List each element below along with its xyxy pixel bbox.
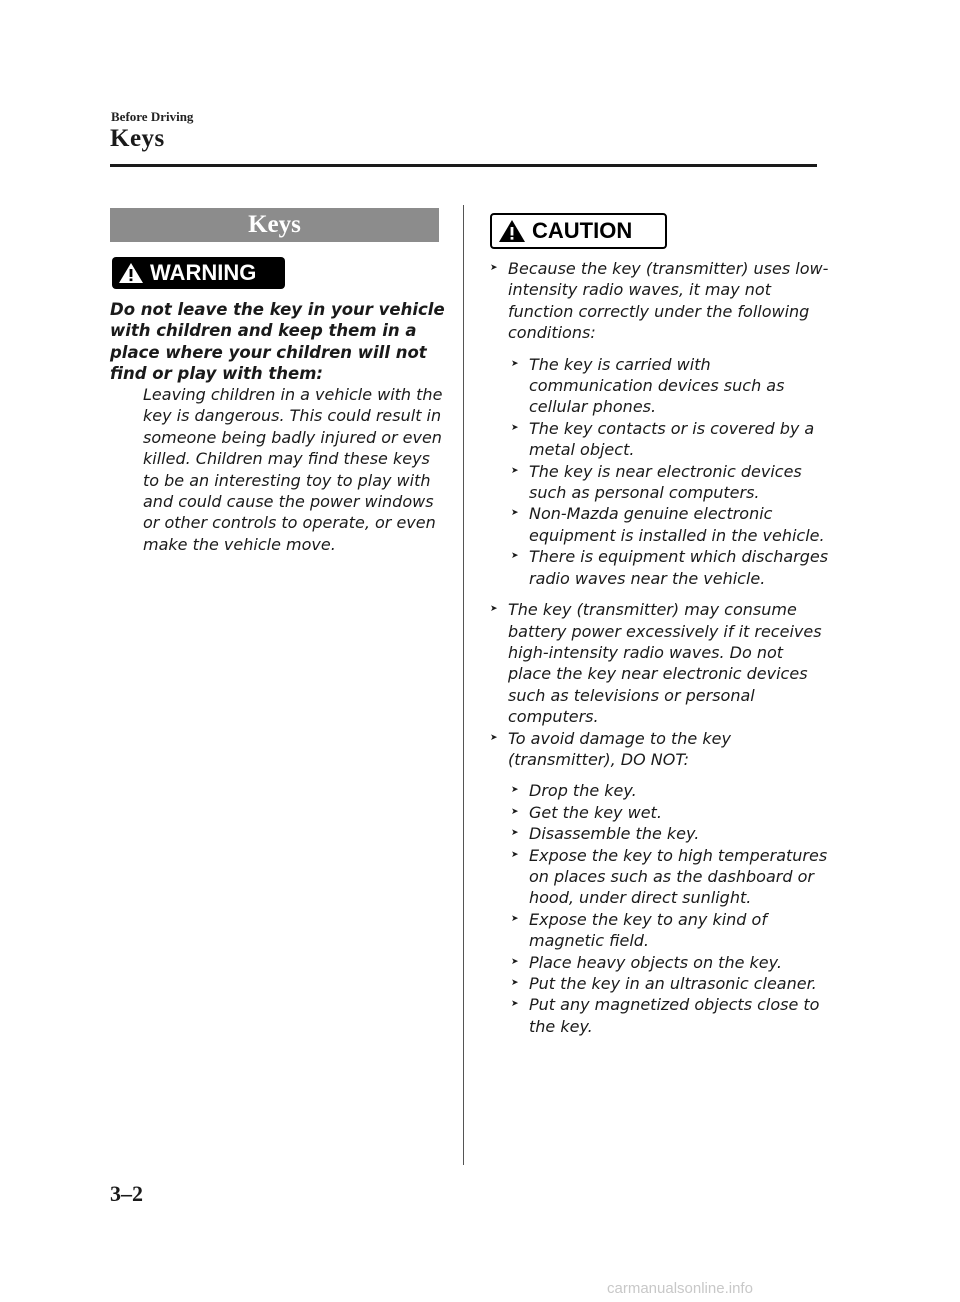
chevron-right-icon: ➤ [511,999,519,1010]
page-number: 3–2 [110,1181,143,1206]
header-rule [110,164,817,167]
caution-sub-item [511,354,830,418]
caution-item [490,728,830,1038]
chevron-right-icon: ➤ [511,422,519,433]
warning-body: Leaving children in a vehicle with the key is dangerous. This could result in someone being badly injured or even killed. Children may find these keys to be an interesting toy to play with and could cause the power windows or other controls to operate, or even make the vehicle move. [143,385,443,554]
caution-sub-item [511,845,830,909]
chapter-title: Keys [110,125,165,152]
warning-badge [112,257,285,289]
caution-sub-item [511,503,830,546]
caution-sub-item [511,461,830,504]
caution-sub-item-text: The key contacts or is covered by a metal object. [529,418,815,460]
caution-sub-item [511,418,830,461]
caution-item-text: The key (transmitter) may consume battery power excessively if it receives high-intensity radio waves. Do not place the key near electronic devices such as televisions or personal computers. [508,600,822,727]
caution-badge [490,213,667,249]
caution-sub-item [511,802,830,823]
caution-sub-item-text: Expose the key to any kind of magnetic field. [529,909,767,951]
chevron-right-icon: ➤ [511,828,519,839]
caution-sub-item [511,973,830,994]
chevron-right-icon: ➤ [490,604,498,615]
caution-sub-item [511,780,830,801]
caution-sub-list [508,354,830,589]
warning-heading: Do not leave the key in your vehicle with children and keep them in a place where your children will not find or play with them: [110,300,445,384]
caution-item-text: Because the key (transmitter) uses low-intensity radio waves, it may not function correctly under the following conditions: [508,259,829,343]
caution-item [490,599,830,727]
caution-sub-item-text: The key is near electronic devices such as personal computers. [529,461,802,503]
caution-items [490,258,830,1037]
chevron-right-icon: ➤ [511,849,519,860]
caution-item-text: To avoid damage to the key (transmitter), DO NOT: [508,728,731,769]
caution-sub-item [511,909,830,952]
column-divider [463,205,464,1165]
chevron-right-icon: ➤ [511,465,519,476]
caution-sub-item [511,952,830,973]
chevron-right-icon: ➤ [490,732,498,743]
caution-sub-item [511,546,830,589]
chevron-right-icon: ➤ [511,508,519,519]
caution-list [490,258,830,1047]
chevron-right-icon: ➤ [511,978,519,988]
caution-sub-item-text: Put the key in an ultrasonic cleaner. [529,974,817,993]
caution-sub-item-text: There is equipment which discharges radio waves near the vehicle. [529,547,829,588]
chevron-right-icon: ➤ [511,806,519,817]
caution-sub-item-text: Place heavy objects on the key. [529,952,782,972]
chevron-right-icon: ➤ [511,956,519,967]
caution-item [490,258,830,589]
caution-sub-list [508,780,830,1037]
chevron-right-icon: ➤ [511,913,519,924]
caution-sub-item-text: Expose the key to high temperatures on places such as the dashboard or hood, under direct sunlight. [529,845,828,908]
warning-icon [118,262,144,284]
section-heading: Keys [110,208,439,242]
caution-sub-item-text: Disassemble the key. [529,824,700,844]
caution-sub-item [511,823,830,844]
caution-sub-item [511,994,830,1037]
warning-label: WARNING [150,260,257,285]
caution-sub-item-text: Drop the key. [529,781,637,801]
chevron-right-icon: ➤ [490,263,498,273]
caution-sub-item-text: The key is carried with communication devices such as cellular phones. [529,354,785,417]
section-label: Before Driving [111,109,194,124]
caution-sub-item-text: Non-Mazda genuine electronic equipment is installed in the vehicle. [529,504,825,545]
caution-icon [498,219,526,243]
chevron-right-icon: ➤ [511,785,519,796]
caution-sub-item-text: Get the key wet. [529,802,662,822]
caution-label: CAUTION [532,218,633,243]
chevron-right-icon: ➤ [511,551,519,562]
caution-sub-item-text: Put any magnetized objects close to the key. [529,995,820,1036]
chevron-right-icon: ➤ [511,358,519,369]
watermark: carmanualsonline.info [607,1280,753,1297]
